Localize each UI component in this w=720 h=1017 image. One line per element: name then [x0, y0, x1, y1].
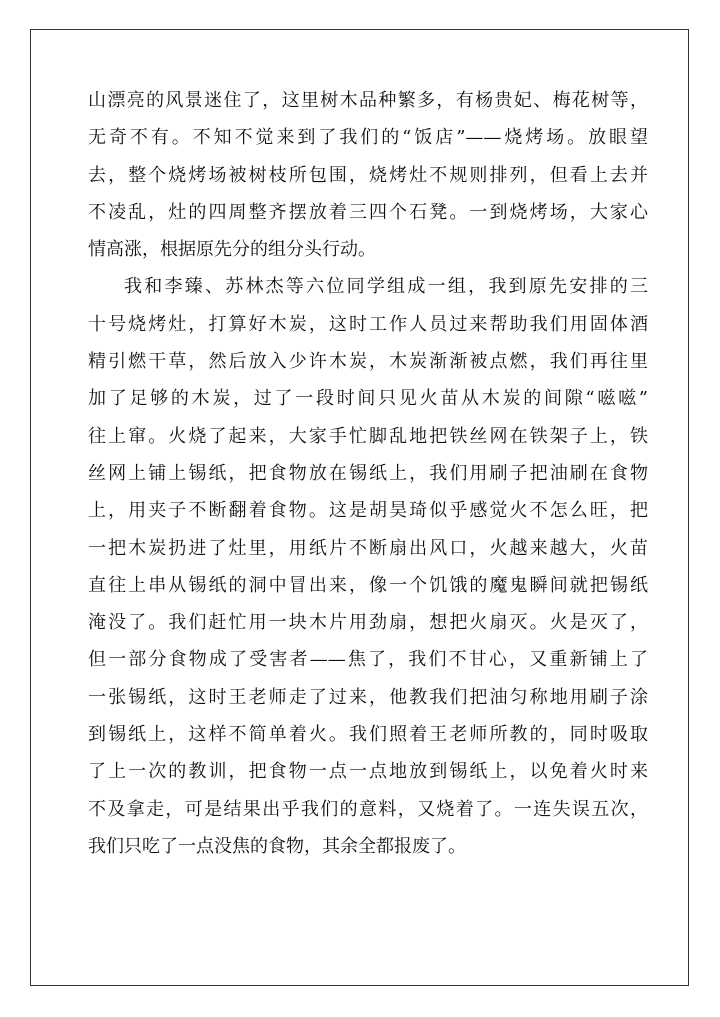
text-line: 我和李臻、苏林杰等六位同学组成一组，我到原先安排的三 — [124, 276, 648, 298]
text-line: 无奇不有。不知不觉来到了我们的“饭店”——烧烤场。放眼望 — [88, 127, 648, 149]
text-line: 十号烧烤灶，打算好木炭，这时工作人员过来帮助我们用固体酒 — [88, 313, 648, 335]
text-line: 往上窜。火烧了起来，大家手忙脚乱地把铁丝网在铁架子上，铁 — [88, 425, 648, 447]
text-line: 淹没了。我们赶忙用一块木片用劲扇，想把火扇灭。火是灭了， — [88, 612, 648, 634]
text-line: 到锡纸上，这样不简单着火。我们照着王老师所教的，同时吸取 — [88, 724, 648, 746]
text-line: 直往上串从锡纸的洞中冒出来，像一个饥饿的魔鬼瞬间就把锡纸 — [88, 574, 648, 596]
text-line: 山漂亮的风景迷住了，这里树木品种繁多，有杨贵妃、梅花树等， — [88, 90, 648, 111]
text-line: 不及拿走，可是结果出乎我们的意料，又烧着了。一连失误五次， — [88, 798, 648, 820]
paragraph-2 — [88, 268, 648, 865]
text-line: 一张锡纸，这时王老师走了过来，他教我们把油匀称地用刷子涂 — [88, 686, 648, 708]
text-line: 但一部分食物成了受害者——焦了，我们不甘心，又重新铺上了 — [88, 649, 648, 671]
text-line: 加了足够的木炭，过了一段时间只见火苗从木炭的间隙“嗞嗞” — [88, 388, 648, 410]
paragraph-1 — [88, 82, 648, 268]
text-line: 丝网上铺上锡纸，把食物放在锡纸上，我们用刷子把油刷在食物 — [88, 462, 648, 484]
text-line: 情高涨，根据原先分的组分头行动。 — [88, 239, 376, 261]
text-line: 了上一次的教训，把食物一点一点地放到锡纸上，以免着火时来 — [88, 761, 648, 783]
document-body — [88, 82, 648, 865]
text-line: 上，用夹子不断翻着食物。这是胡昊琦似乎感觉火不怎么旺，把 — [88, 500, 648, 522]
text-line: 不凌乱，灶的四周整齐摆放着三四个石凳。一到烧烤场，大家心 — [88, 201, 648, 223]
text-line: 去，整个烧烤场被树枝所包围，烧烤灶不规则排列，但看上去并 — [88, 164, 648, 186]
text-line: 我们只吃了一点没焦的食物，其余全都报废了。 — [88, 835, 466, 857]
text-line: 精引燃干草，然后放入少许木炭，木炭渐渐被点燃，我们再往里 — [88, 351, 648, 373]
text-line: 一把木炭扔进了灶里，用纸片不断扇出风口，火越来越大，火苗 — [88, 537, 648, 559]
